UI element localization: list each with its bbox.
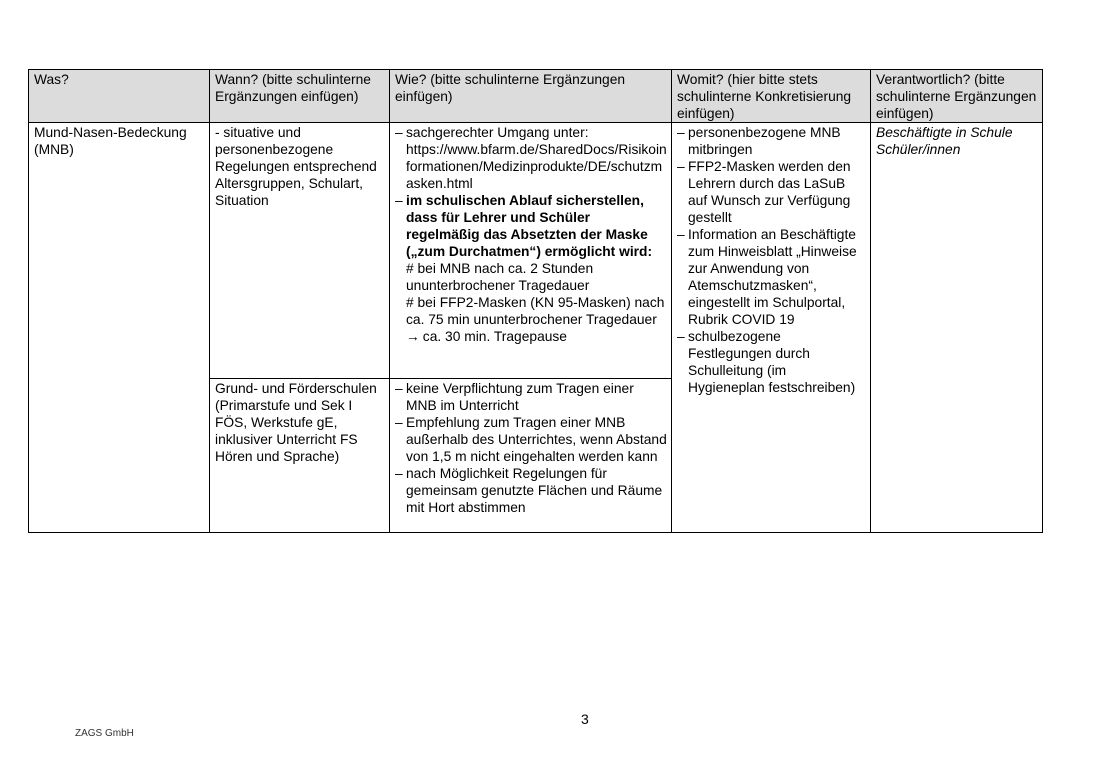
wie-item-text: sachgerechter Umgang unter: [406, 125, 589, 140]
measures-table [28, 69, 1043, 533]
list-item: – Information an Beschäftigte zum Hinweisblatt „Hinweise zur Anwendung von Atemschutzmasken“, eingestellt im Schulportal, Rubrik COVID 19 [677, 226, 866, 328]
cell-was: Mund-Nasen-Bedeckung (MNB) [29, 123, 210, 533]
cell-wann-general: - situative und personenbezogene Regelungen entsprechend Altersgruppen, Schulart, Situation [210, 123, 390, 379]
header-wann: Wann? (bitte schulinterne Ergänzungen einfügen) [210, 70, 390, 123]
list-item: – personenbezogene MNB mitbringen [677, 124, 866, 158]
responsible-students: Schüler/innen [876, 142, 961, 157]
header-wie: Wie? (bitte schulinterne Ergänzungen einfügen) [390, 70, 672, 123]
wie-subitem: # bei MNB nach ca. 2 Stunden ununterbrochener Tragedauer [406, 261, 594, 293]
list-item: – schulbezogene Festlegungen durch Schulleitung (im Hygieneplan festschreiben) [677, 328, 866, 396]
wie-subitem: # bei FFP2-Masken (KN 95-Masken) nach ca. 75 min ununterbrochener Tragedauer [406, 295, 665, 327]
table-header-row [29, 70, 1043, 123]
cell-wie-general [390, 123, 672, 379]
table-row [29, 123, 1043, 379]
cell-verantwortlich [871, 123, 1043, 533]
header-womit: Womit? (hier bitte stets schulinterne Konkretisierung einfügen) [672, 70, 871, 123]
arrow-right-icon: → [406, 329, 420, 344]
list-item [395, 192, 667, 345]
list-item: – FFP2-Masken werden den Lehrern durch das LaSuB auf Wunsch zur Verfügung gestellt [677, 158, 866, 226]
list-item [395, 124, 667, 192]
list-item: – nach Möglichkeit Regelungen für gemeinsam genutzte Flächen und Räume mit Hort abstimmen [395, 465, 667, 516]
wie-subitem: → ca. 30 min. Tragepause [406, 329, 567, 344]
cell-wann-grundschulen: Grund- und Förderschulen (Primarstufe und Sek I FÖS, Werkstufe gE, inklusiver Unterricht FS Hören und Sprache) [210, 379, 390, 533]
page-number: 3 [581, 711, 589, 727]
header-verantwortlich: Verantwortlich? (bitte schulinterne Ergänzungen einfügen) [871, 70, 1043, 123]
cell-womit [672, 123, 871, 533]
header-was: Was? [29, 70, 210, 123]
responsible-staff: Beschäftigte in Schule [876, 125, 1013, 140]
wie-item-bold: im schulischen Ablauf sicherstellen, dass für Lehrer und Schüler regelmäßig das Absetzten der Maske („zum Durchatmen“) ermöglicht wird: [406, 193, 653, 259]
list-item: – Empfehlung zum Tragen einer MNB außerhalb des Unterrichtes, wenn Abstand von 1,5 m nicht eingehalten werden kann [395, 414, 667, 465]
list-item: – keine Verpflichtung zum Tragen einer MNB im Unterricht [395, 380, 667, 414]
footer-company: ZAGS GmbH [75, 728, 134, 739]
bfarm-link[interactable]: https://www.bfarm.de/SharedDocs/Risikoinformationen/Medizinprodukte/DE/schutzmasken.html [406, 142, 667, 191]
cell-wie-grundschulen [390, 379, 672, 533]
